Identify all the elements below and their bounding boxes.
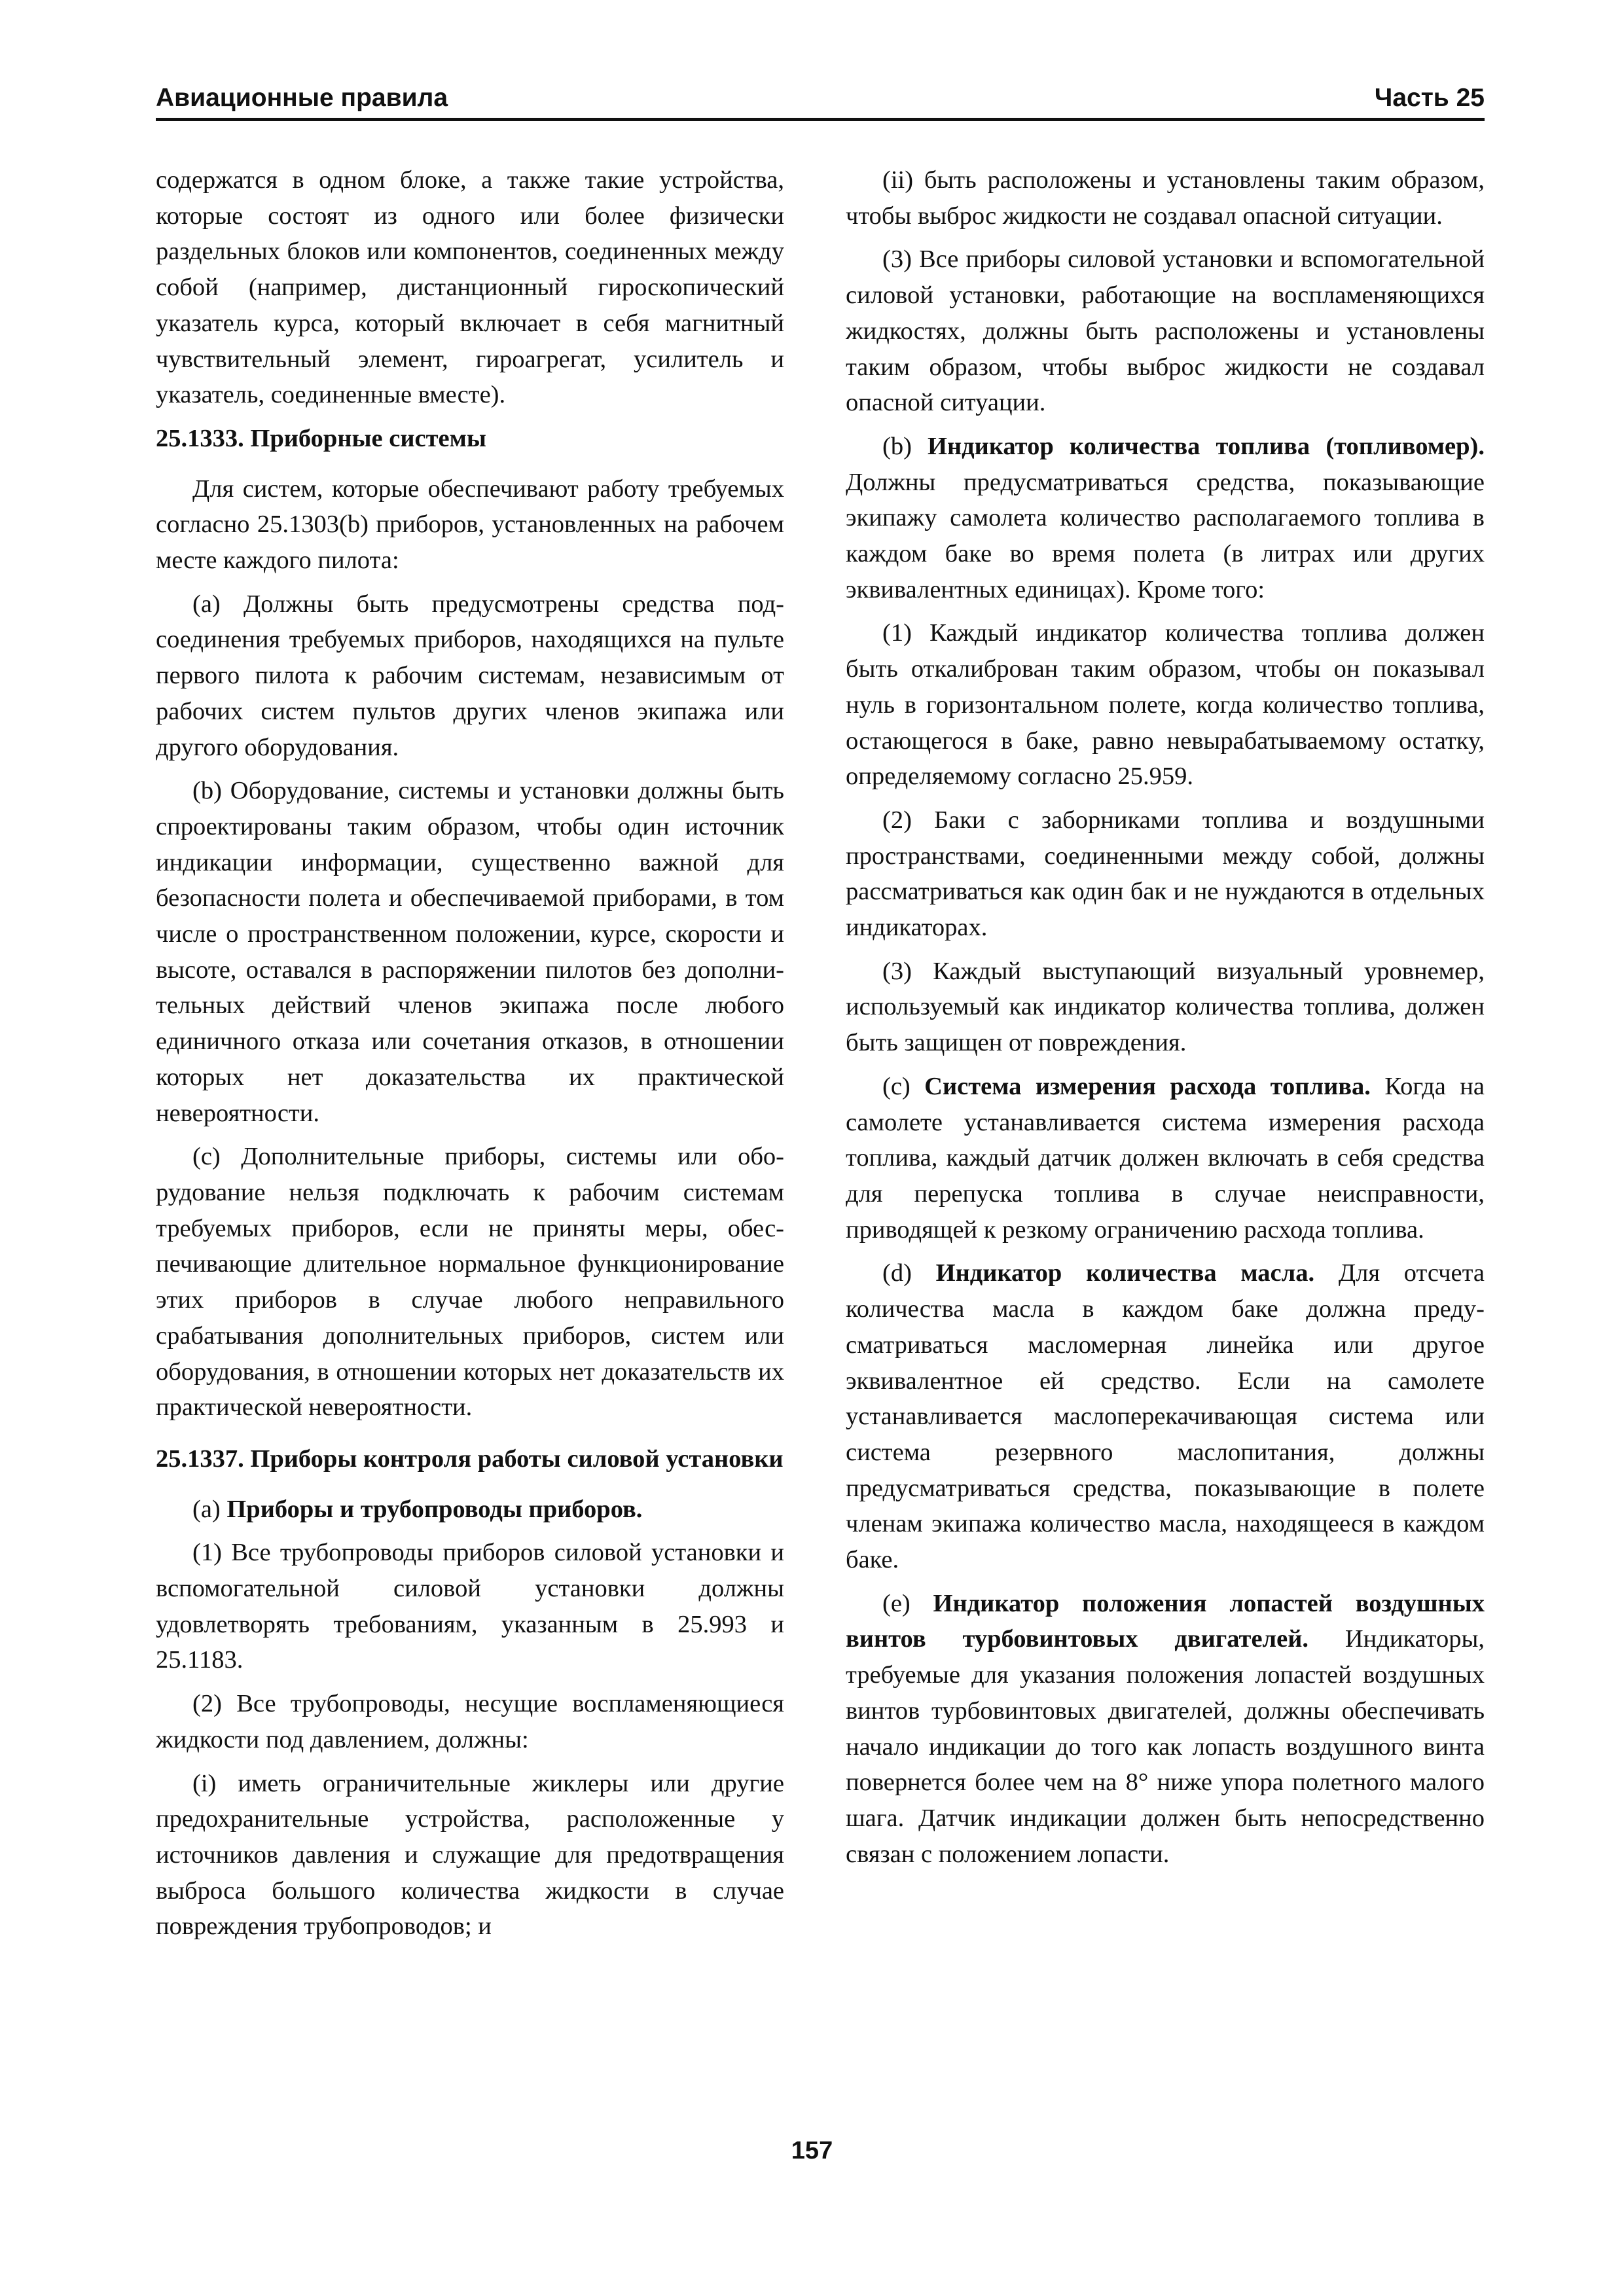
item-text: Должны предусматриваться средства, показывающие экипажу самолета количество располагаемого топлива в каждом баке во время полета (в литрах или других эквивалентных единицах). Кроме того: xyxy=(846,468,1485,603)
paragraph: (3) Все приборы силовой установки и вспомогательной силовой установки, работающие на воспламеняющихся жидкостях, должны быть расположены и установлены таким образом, чтобы выброс жидкости не создавал опасной ситуации. xyxy=(846,245,1485,417)
paragraph: (a) Должны быть предусмотрены средства подсоединения требуемых приборов, находящихся на пульте первого пилота к рабочим системам, независимым от рабочих систем пультов других членов экипажа или другого оборудования. xyxy=(156,590,784,761)
item-label: (c) xyxy=(882,1072,925,1100)
paragraph xyxy=(846,1069,1485,1248)
item-text: Когда на самолете устанавливается система измерения расхода топлива, каждый датчик должен включать в себя средства для перепуска топлива в случае неисправности, приводящей к резкому ограничению расхода топлива. xyxy=(846,1072,1485,1244)
header-part: Часть 25 xyxy=(1374,84,1485,112)
page-header xyxy=(156,77,1485,121)
item-text: Индикаторы, требуемые для указания положения лопастей воздушных винтов турбовинтовых двигателей, должны обеспечивать начало индикации до того как лопасть воздушного винта повернется более чем на 8° ниже упора полетного малого шага. Датчик индикации должен быть непосредственно связан с положением лопасти. xyxy=(846,1625,1485,1868)
section-heading-25-1333: 25.1333. Приборные системы xyxy=(156,424,486,452)
item-title: Индикатор количества топлива (топливомер). xyxy=(928,432,1485,460)
section-heading-25-1337: 25.1337. Приборы контроля работы силовой установки xyxy=(156,1444,784,1473)
paragraph: (b) Оборудование, системы и установки должны быть спроектированы таким образом, чтобы один источник индикации информации, существенно важной для безопасности полета и обеспечиваемой приборами, в том числе о пространственном положении, курсе, скорости и высоте, оставался в распоряжении пилотов без дополнительных действий членов экипажа после любого единичного отказа или сочетания отказов, в отношении которых нет доказательства их практической невероятности. xyxy=(156,777,784,1127)
paragraph: (1) Все трубопроводы приборов силовой установки и вспомогательной силовой установки должны удовлетворять требованиям, указанным в 25.993 и 25.1183. xyxy=(156,1539,784,1674)
item-title: Индикатор положения лопастей воздушных винтов турбовинтовых двигателей. xyxy=(846,1589,1485,1653)
item-label: (a) xyxy=(192,1495,227,1523)
page-number: 157 xyxy=(791,2137,833,2164)
item-title: Индикатор количества масла. xyxy=(935,1259,1315,1287)
paragraph: (2) Баки с заборниками топлива и воздушными пространствами, соединенными между собой, должны рассматриваться как один бак и не нуждаются в отдельных индикаторах. xyxy=(846,806,1485,942)
item-title: Приборы и трубопроводы приборов. xyxy=(226,1495,643,1523)
paragraph xyxy=(846,1586,1485,1873)
left-column xyxy=(156,162,784,1952)
paragraph xyxy=(846,1255,1485,1577)
paragraph: (c) Дополнительные приборы, системы или оборудование нельзя подключать к рабочим системам требуемых приборов, если не приняты меры, обеспечивающие длительное нормальное функционирование этих приборов в случае любого неправильного срабатывания дополнительных приборов, систем или оборудования, в отношении которых нет доказательств их практической невероятности. xyxy=(156,1143,784,1422)
right-column xyxy=(846,162,1485,1880)
paragraph: (3) Каждый выступающий визуальный уровнемер, используемый как индикатор количества топлива, должен быть защищен от повреждения. xyxy=(846,957,1485,1057)
paragraph: (1) Каждый индикатор количества топлива должен быть откалиброван таким образом, чтобы он показывал нуль в горизонтальном полете, когда количество топлива, остающегося в баке, равно невырабатываемому остатку, определяемому согласно 25.959. xyxy=(846,619,1485,791)
item-label: (e) xyxy=(882,1589,933,1617)
paragraph: (ii) быть расположены и установлены таким образом, чтобы выброс жидкости не создавал опасной ситуации. xyxy=(846,166,1485,230)
header-title: Авиационные правила xyxy=(156,84,448,112)
paragraph: (2) Все трубопроводы, несущие воспламеняющиеся жидкости под давлением, должны: xyxy=(156,1690,784,1753)
paragraph xyxy=(156,1492,784,1528)
paragraph xyxy=(846,429,1485,608)
item-title: Система измерения расхода топлива. xyxy=(924,1072,1371,1100)
item-label: (d) xyxy=(882,1259,936,1287)
paragraph: Для систем, которые обеспечивают работу требуемых согласно 25.1303(b) приборов, установленных на рабочем месте каждого пилота: xyxy=(156,475,784,575)
paragraph: содержатся в одном блоке, а также такие устройства, которые состоят из одного или более физически раздельных блоков или компонентов, соединенных между собой (например, дистанционный гироскопический указатель курса, который включает в себя магнитный чувствительный элемент, гироагрегат, усилитель и указатель, соединенные вместе). xyxy=(156,166,784,409)
item-label: (b) xyxy=(882,432,928,460)
paragraph: (i) иметь ограничительные жиклеры или другие предохранительные устройства, расположенные у источников давления и служащие для предотвращения выброса большого количества жидкости в случае повреждения трубопроводов; и xyxy=(156,1769,784,1941)
item-text: Для отсчета количества масла в каждом баке должна предусматриваться масломерная линейка или другое эквивалентное ей средство. Если на самолете устанавливается маслоперекачивающая система или система резервного маслопитания, должны предусматриваться средства, показывающие в полете членам экипажа количество масла, находящееся в каждом баке. xyxy=(846,1259,1485,1574)
